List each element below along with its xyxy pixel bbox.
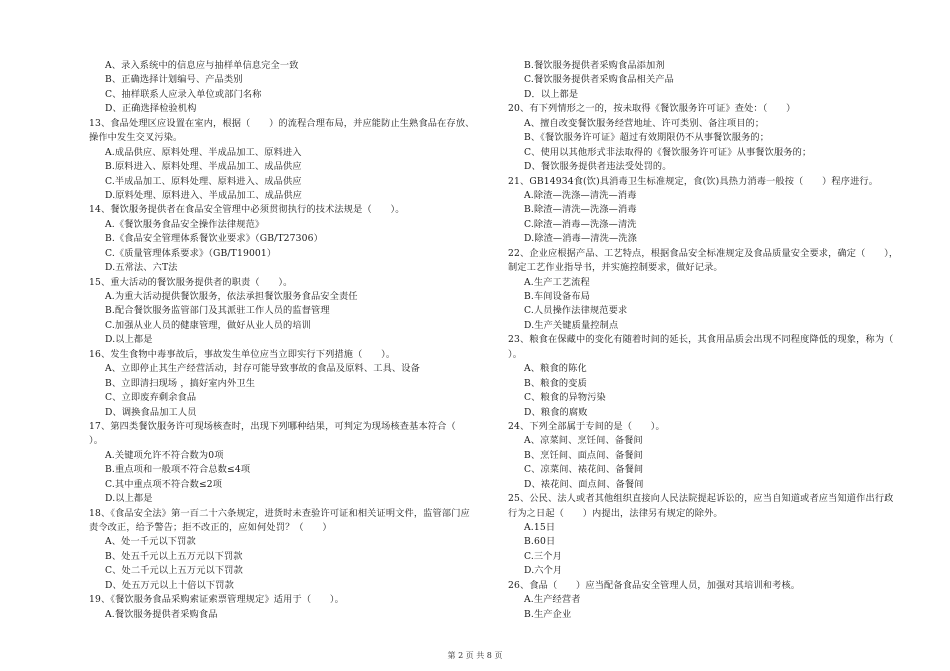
question-text: 责令改正，给予警告；拒不改正的，应如何处罚？（ ） — [89, 522, 332, 533]
answer-option: A.15日 — [524, 522, 556, 533]
left-column — [89, 59, 492, 622]
question-text: 19、《餐饮服务食品采购索证索票管理规定》适用于（ ）。 — [89, 594, 344, 606]
answer-option: D.生产关键质量控制点 — [524, 319, 619, 331]
answer-option: C.除渣—消毒—洗涤—清洗 — [524, 218, 637, 230]
answer-option: B、粮食的变质 — [524, 377, 587, 389]
answer-option: D、调换食品加工人员 — [105, 406, 197, 418]
answer-option: A、粮食的陈化 — [524, 363, 587, 375]
question-text: 24、下列全部属于专间的是（ ）。 — [508, 420, 665, 432]
right-column — [508, 59, 908, 622]
answer-option: B.《食品安全管理体系餐饮业要求》（GB/T27306） — [105, 233, 323, 245]
answer-option: C.三个月 — [524, 550, 562, 562]
answer-option: B、立即清扫现场 ，搞好室内外卫生 — [105, 377, 256, 389]
question-text: 20、有下列情形之一的，按未取得《餐饮服务许可证》查处：（ ） — [508, 103, 796, 115]
answer-option: B.60日 — [524, 536, 556, 548]
answer-option: C、抽样联系人应录入单位或部门名称 — [105, 88, 262, 100]
answer-option: C、使用以其他形式非法取得的《餐饮服务许可证》从事餐饮服务的； — [524, 146, 812, 158]
answer-option: C、粮食的异物污染 — [524, 392, 606, 404]
answer-option: D、处五万元以上十倍以下罚款 — [105, 579, 234, 591]
question-text: 18、《食品安全法》第一百二十六条规定，进货时未查验许可证和相关证明文件，监管部门应 — [89, 507, 470, 519]
answer-option: C.餐饮服务提供者采购食品相关产品 — [524, 74, 674, 86]
answer-option: D、正确选择检验机构 — [105, 103, 197, 115]
answer-option: B、烹饪间、面点间、备餐间 — [524, 449, 643, 461]
answer-option: D、裱花间、面点间、备餐间 — [524, 478, 644, 490]
answer-option: B.除渣—清洗—洗涤—消毒 — [524, 204, 637, 216]
question-text: 23、粮食在保藏中的变化有随着时间的延长，其食用品质会出现不同程度降低的现象，称为（ — [508, 334, 894, 346]
question-text: 13、食品处理区应设置在室内，根据（ ）的流程合理布局，并应能防止生熟食品在存放、 — [89, 117, 475, 129]
answer-option: B.生产企业 — [524, 608, 572, 620]
answer-option: B、《餐饮服务许可证》超过有效期限仍不从事餐饮服务的； — [524, 132, 770, 144]
answer-option: A、立即停止其生产经营活动，封存可能导致事故的食品及原料、工具、设备 — [105, 363, 420, 375]
answer-option: C、凉菜间、裱花间、备餐间 — [524, 464, 644, 476]
question-text: 行为之日起（ ）内提出，法律另有规定的除外。 — [508, 507, 723, 519]
answer-option: D.原料处理、原料进入、半成品加工、成品供应 — [105, 189, 303, 201]
answer-option: A.成品供应、原料处理、半成品加工、原料进入 — [105, 146, 302, 158]
question-text: 16、发生食物中毒事故后，事故发生单位应当立即实行下列措施（ ）。 — [89, 348, 396, 360]
answer-option: A.为重大活动提供餐饮服务，依法承担餐饮服务食品安全责任 — [105, 291, 358, 302]
answer-option: D.以上都是 — [105, 493, 153, 505]
answer-option: D.除渣—消毒—清洗—洗涤 — [524, 233, 637, 245]
answer-option: B、正确选择计划编号、产品类别 — [105, 74, 243, 86]
answer-option: D、粮食的腐败 — [524, 406, 588, 418]
answer-option: A.关键项允许不符合数为0项 — [105, 449, 224, 461]
answer-option: C.《质量管理体系要求》（GB/T19001） — [105, 247, 277, 259]
answer-option: A.生产经营者 — [524, 594, 581, 606]
answer-option: D.以上都是 — [105, 334, 153, 346]
answer-option: C.加强从业人员的健康管理，做好从业人员的培训 — [105, 319, 312, 331]
answer-option: B.重点项和一般项不符合总数≤4项 — [105, 464, 251, 476]
answer-option: A、录入系统中的信息应与抽样单信息完全一致 — [105, 60, 299, 71]
answer-option: B.餐饮服务提供者采购食品添加剂 — [524, 60, 665, 71]
question-text: 25、公民、法人或者其他组织直接向人民法院提起诉讼的，应当自知道或者应当知道作出行政 — [508, 493, 894, 505]
question-text: 26、食品（ ）应当配备食品安全管理人员，加强对其培训和考核。 — [508, 579, 801, 591]
answer-option: A、处一千元以下罚款 — [105, 536, 196, 548]
question-text: 制定工艺作业指导书，并实施控制要求，做好记录。 — [508, 262, 723, 274]
question-text: 21、GB14934食(饮)具消毒卫生标准规定，食(饮)具热力消毒一般按（ ）程序进行。 — [508, 175, 879, 187]
page-footer: 第 2 页 共 8 页 — [447, 651, 503, 660]
answer-option: D．以上都是 — [524, 88, 579, 100]
answer-option: C、处二千元以上五万元以下罚款 — [105, 565, 243, 577]
question-text: 15、重大活动的餐饮服务提供者的职责（ ）。 — [89, 276, 293, 288]
answer-option: C、立即废弃剩余食品 — [105, 392, 197, 404]
answer-option: C.其中重点项不符合数≤2项 — [105, 478, 223, 490]
question-text: ）。 — [508, 348, 523, 360]
question-text: ）。 — [89, 435, 104, 447]
answer-option: D.六个月 — [524, 565, 563, 577]
answer-option: D、餐饮服务提供者违法受处罚的。 — [524, 161, 672, 173]
answer-option: B、处五千元以上五万元以下罚款 — [105, 550, 243, 562]
answer-option: A.生产工艺流程 — [524, 276, 590, 288]
answer-option: B.配合餐饮服务监管部门及其派驻工作人员的监督管理 — [105, 305, 330, 317]
question-text: 22、企业应根据产品、工艺特点，根据食品安全标准规定及食品质量安全要求，确定（ ）， — [508, 247, 899, 259]
answer-option: D.五常法、六T法 — [105, 262, 178, 274]
answer-option: A.除渣—洗涤—清洗—消毒 — [524, 189, 637, 201]
answer-option: A、擅自改变餐饮服务经营地址、许可类别、备注项目的； — [524, 117, 765, 129]
answer-option: C.人员操作法律规范要求 — [524, 305, 628, 317]
answer-option: A.《餐饮服务食品安全操作法律规范》 — [105, 218, 265, 230]
answer-option: B.车间设备布局 — [524, 291, 590, 302]
question-text: 17、第四类餐饮服务许可现场核查时，出现下列哪种结果，可判定为现场核查基本符合（ — [89, 420, 475, 432]
question-text: 14、餐饮服务提供者在食品安全管理中必须贯彻执行的技术法规是（ ）。 — [89, 204, 405, 216]
answer-option: A、凉菜间、烹饪间、备餐间 — [524, 435, 643, 447]
question-text: 操作中发生交叉污染。 — [89, 132, 183, 144]
answer-option: A.餐饮服务提供者采购食品 — [105, 608, 218, 620]
answer-option: C.半成品加工、原料处理、原料进入、成品供应 — [105, 175, 302, 187]
answer-option: B.原料进入、原料处理、半成品加工、成品供应 — [105, 161, 302, 173]
